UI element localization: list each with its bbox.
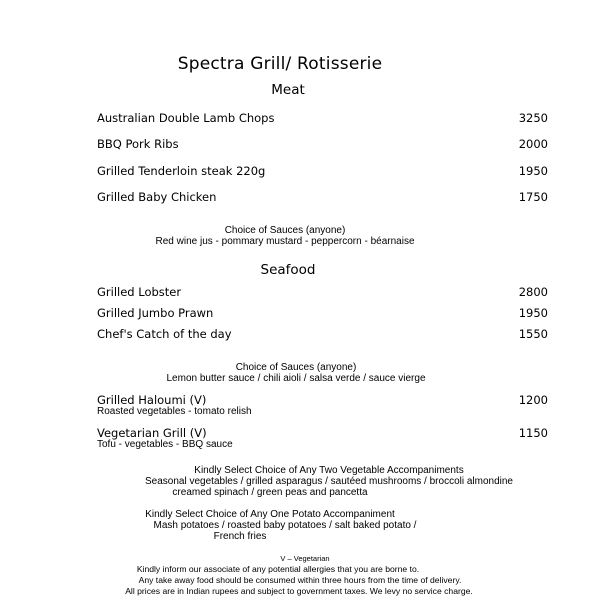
sauces-list: Red wine jus - pommary mustard - peppercorn - béarnaise — [155, 236, 415, 247]
menu-item-description: Tofu - vegetables - BBQ sauce — [97, 439, 233, 450]
vegetarian-legend: V – Vegetarian — [280, 554, 330, 563]
menu-item-name: BBQ Pork Ribs — [97, 137, 179, 151]
menu-item-price: 1750 — [518, 190, 548, 204]
menu-item-price: 3250 — [518, 111, 548, 125]
takeaway-notice: Any take away food should be consumed within three hours from the time of delivery. — [138, 575, 462, 585]
potato-accompaniment-title: Kindly Select Choice of Any One Potato Accompaniment — [145, 509, 395, 520]
section-heading-meat: Meat — [271, 82, 305, 98]
menu-item-name: Chef's Catch of the day — [97, 327, 232, 341]
menu-item-name: Grilled Lobster — [97, 285, 182, 299]
allergy-notice: Kindly inform our associate of any potential allergies that you are borne to. — [136, 564, 420, 574]
menu-item-name: Grilled Haloumi (V) — [97, 393, 207, 407]
potato-accompaniment-line: Mash potatoes / roasted baby potatoes / salt baked potato / — [153, 520, 417, 531]
pricing-notice: All prices are in Indian rupees and subject to government taxes. We levy no service charge. — [125, 586, 473, 596]
menu-item-name: Australian Double Lamb Chops — [97, 111, 275, 125]
menu-item-description: Roasted vegetables - tomato relish — [97, 406, 252, 417]
menu-item-name: Vegetarian Grill (V) — [97, 426, 207, 440]
menu-item-name: Grilled Baby Chicken — [97, 190, 217, 204]
menu-item-name: Grilled Tenderloin steak 220g — [97, 164, 266, 178]
potato-accompaniment-line: French fries — [213, 531, 267, 542]
sauces-title: Choice of Sauces (anyone) — [235, 362, 357, 373]
sauces-list: Lemon butter sauce / chili aioli / salsa verde / sauce vierge — [166, 373, 426, 384]
menu-item-name: Grilled Jumbo Prawn — [97, 306, 214, 320]
menu-item-price: 1150 — [518, 426, 548, 440]
menu-item-price: 2000 — [518, 137, 548, 151]
menu-item-price: 1950 — [518, 164, 548, 178]
veg-accompaniments-line: creamed spinach / green peas and pancetta — [172, 487, 368, 498]
menu-item-price: 1200 — [518, 393, 548, 407]
section-heading-seafood: Seafood — [260, 262, 316, 278]
veg-accompaniments-title: Kindly Select Choice of Any Two Vegetable Accompaniments — [194, 465, 464, 476]
menu-item-price: 1950 — [518, 306, 548, 320]
menu-item-price: 1550 — [518, 327, 548, 341]
veg-accompaniments-line: Seasonal vegetables / grilled asparagus / sautéed mushrooms / broccoli almondine — [145, 476, 513, 487]
page-title: Spectra Grill/ Rotisserie — [177, 54, 383, 74]
sauces-title: Choice of Sauces (anyone) — [224, 225, 346, 236]
menu-item-price: 2800 — [518, 285, 548, 299]
